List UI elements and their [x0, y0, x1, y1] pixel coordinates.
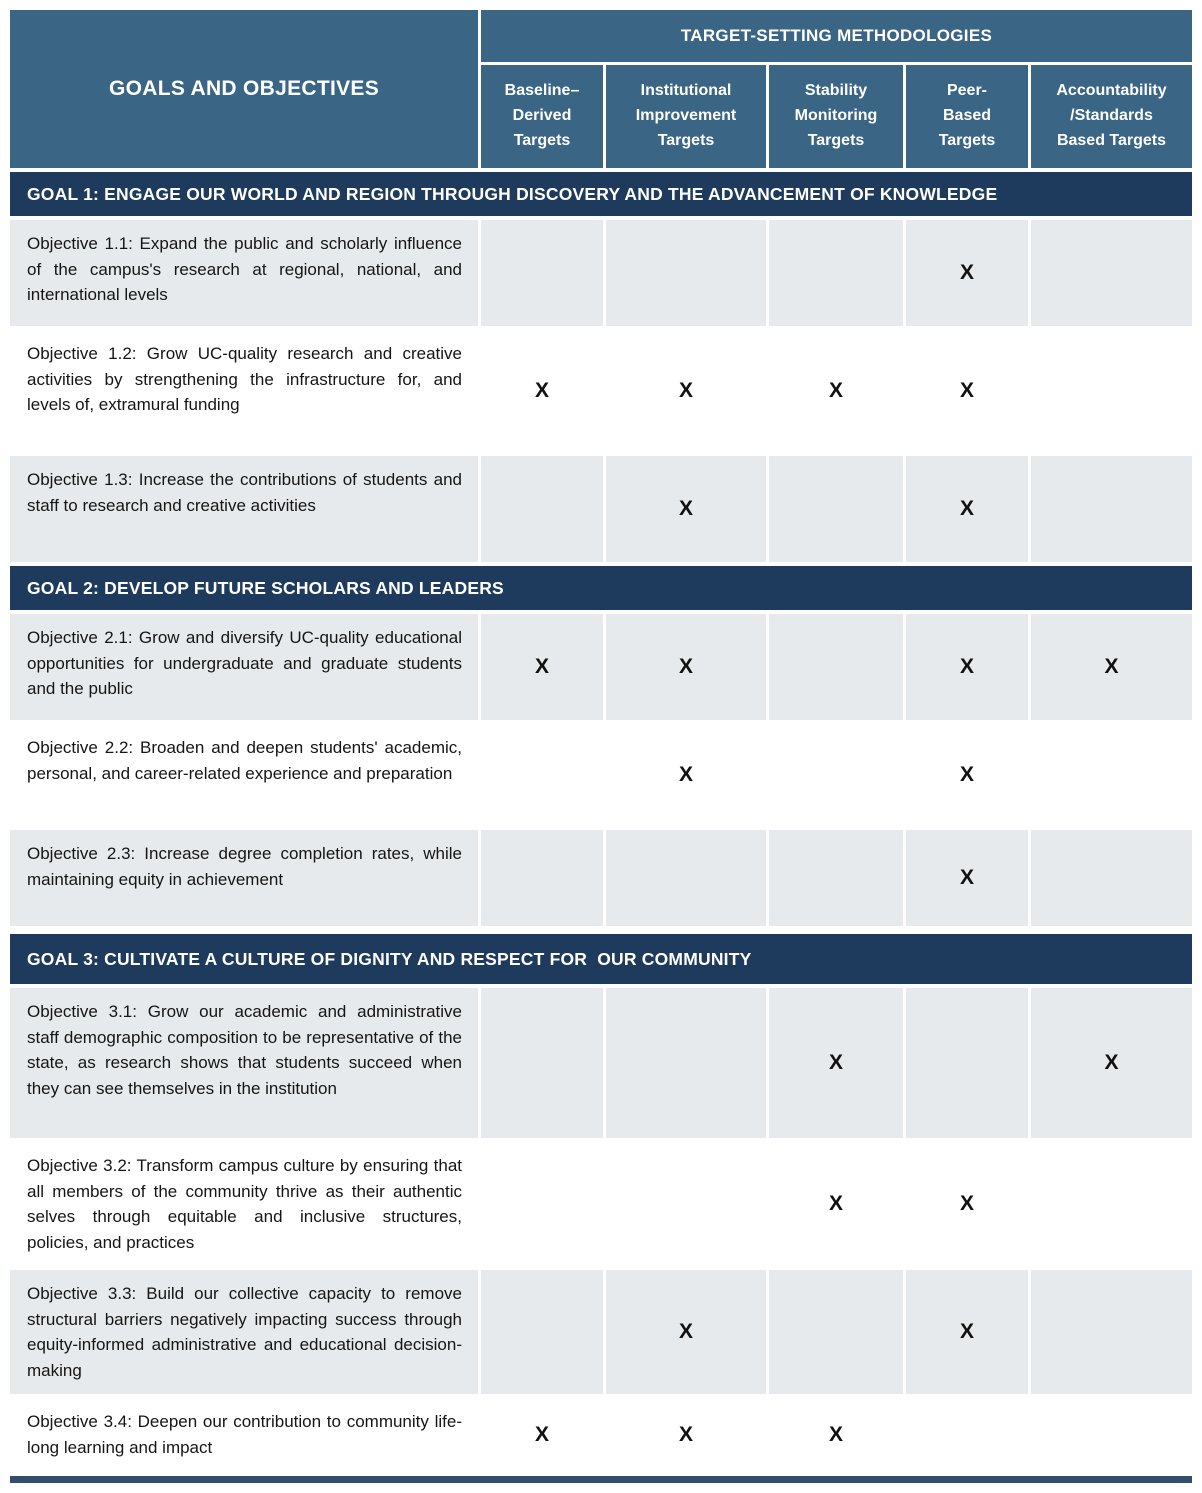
- mark-peer-based: [906, 1398, 1028, 1472]
- goal-2-band: [10, 566, 1192, 610]
- mark-accountability-standards: [1031, 830, 1192, 926]
- goals-and-objectives-header: GOALS AND OBJECTIVES: [10, 10, 478, 168]
- objective-row-3-4: [10, 1398, 1192, 1472]
- objective-text: Objective 2.1: Grow and diversify UC-quality educational opportunities for undergraduate and graduate students and the public: [10, 614, 478, 720]
- mark-institutional-improvement: [606, 1142, 766, 1266]
- mark-institutional-improvement: X: [606, 330, 766, 452]
- goal-2-title: GOAL 2: DEVELOP FUTURE SCHOLARS AND LEADERS: [27, 577, 504, 598]
- mark-baseline-derived: [481, 220, 603, 326]
- mark-peer-based: X: [906, 830, 1028, 926]
- mark-accountability-standards: [1031, 220, 1192, 326]
- mark-baseline-derived: X: [481, 1398, 603, 1472]
- mark-stability-monitoring: X: [769, 330, 903, 452]
- mark-accountability-standards: [1031, 724, 1192, 826]
- mark-peer-based: X: [906, 1142, 1028, 1266]
- column-header-label: Peer-Based Targets: [938, 82, 996, 149]
- mark-institutional-improvement: [606, 988, 766, 1138]
- mark-institutional-improvement: X: [606, 1398, 766, 1472]
- mark-accountability-standards: [1031, 1398, 1192, 1472]
- methodologies-header-block: [481, 10, 1192, 168]
- mark-accountability-standards: [1031, 456, 1192, 562]
- mark-accountability-standards: X: [1031, 988, 1192, 1138]
- mark-accountability-standards: [1031, 1142, 1192, 1266]
- mark-institutional-improvement: X: [606, 724, 766, 826]
- objective-row-3-2: [10, 1142, 1192, 1266]
- mark-stability-monitoring: [769, 456, 903, 562]
- column-header-label: Stability Monitoring Targets: [794, 82, 878, 149]
- mark-peer-based: X: [906, 724, 1028, 826]
- goal-3-band: [10, 934, 1192, 984]
- objective-text: Objective 3.2: Transform campus culture by ensuring that all members of the community thrive as their authentic selves through equitable and inclusive structures, policies, and practices: [10, 1142, 478, 1266]
- column-header-accountability-standards: [1031, 65, 1192, 168]
- mark-baseline-derived: [481, 1142, 603, 1266]
- objective-text: Objective 1.1: Expand the public and scholarly influence of the campus's research at regional, national, and international levels: [10, 220, 478, 326]
- objective-row-2-1: [10, 614, 1192, 720]
- mark-peer-based: X: [906, 330, 1028, 452]
- column-header-row: [481, 65, 1192, 168]
- column-header-label: Baseline–Derived Targets: [504, 82, 580, 149]
- mark-baseline-derived: [481, 830, 603, 926]
- column-header-stability-monitoring: [769, 65, 903, 168]
- objective-row-3-1: [10, 988, 1192, 1138]
- mark-accountability-standards: [1031, 1270, 1192, 1394]
- mark-accountability-standards: X: [1031, 614, 1192, 720]
- goal-3-title: GOAL 3: CULTIVATE A CULTURE OF DIGNITY AND RESPECT FOR OUR COMMUNITY: [27, 948, 752, 969]
- mark-baseline-derived: [481, 988, 603, 1138]
- objective-row-3-3: [10, 1270, 1192, 1394]
- objective-row-1-2: [10, 330, 1192, 452]
- objective-text: Objective 2.3: Increase degree completion rates, while maintaining equity in achievement: [10, 830, 478, 926]
- mark-institutional-improvement: X: [606, 614, 766, 720]
- goal-1-title: GOAL 1: ENGAGE OUR WORLD AND REGION THROUGH DISCOVERY AND THE ADVANCEMENT OF KNOWLEDGE: [27, 183, 998, 204]
- mark-peer-based: X: [906, 614, 1028, 720]
- mark-baseline-derived: [481, 724, 603, 826]
- mark-baseline-derived: X: [481, 330, 603, 452]
- mark-stability-monitoring: [769, 724, 903, 826]
- target-setting-methodologies-header: TARGET-SETTING METHODOLOGIES: [481, 10, 1192, 62]
- mark-peer-based: [906, 988, 1028, 1138]
- mark-peer-based: X: [906, 456, 1028, 562]
- objective-text: Objective 1.3: Increase the contributions of students and staff to research and creative activities: [10, 456, 478, 562]
- mark-stability-monitoring: [769, 1270, 903, 1394]
- mark-baseline-derived: X: [481, 614, 603, 720]
- mark-stability-monitoring: X: [769, 1142, 903, 1266]
- objective-row-1-1: [10, 220, 1192, 326]
- table-header: [10, 10, 1192, 168]
- mark-stability-monitoring: [769, 830, 903, 926]
- mark-baseline-derived: [481, 1270, 603, 1394]
- objective-text: Objective 3.4: Deepen our contribution to community life-long learning and impact: [10, 1398, 478, 1472]
- mark-stability-monitoring: [769, 614, 903, 720]
- column-header-label: Accountability/Standards Based Targets: [1056, 82, 1167, 149]
- objective-text: Objective 3.1: Grow our academic and administrative staff demographic composition to be representative of the state, as research shows that students succeed when they can see themselves in the institution: [10, 988, 478, 1138]
- objective-row-2-2: [10, 724, 1192, 826]
- goal-1-band: [10, 172, 1192, 216]
- mark-stability-monitoring: [769, 220, 903, 326]
- objective-row-2-3: [10, 830, 1192, 926]
- mark-institutional-improvement: [606, 220, 766, 326]
- objective-row-1-3: [10, 456, 1192, 562]
- objective-text: Objective 2.2: Broaden and deepen students' academic, personal, and career-related experience and preparation: [10, 724, 478, 826]
- mark-baseline-derived: [481, 456, 603, 562]
- cut-off-next-band: [10, 1476, 1192, 1483]
- column-header-label: Institutional Improvement Targets: [635, 82, 737, 149]
- column-header-institutional-improvement: [606, 65, 766, 168]
- mark-peer-based: X: [906, 220, 1028, 326]
- objective-text: Objective 3.3: Build our collective capacity to remove structural barriers negatively impacting success through equity-informed administrative and educational decision-making: [10, 1270, 478, 1394]
- objective-text: Objective 1.2: Grow UC-quality research and creative activities by strengthening the infrastructure for, and levels of, extramural funding: [10, 330, 478, 452]
- column-header-peer-based: [906, 65, 1028, 168]
- mark-peer-based: X: [906, 1270, 1028, 1394]
- column-header-baseline-derived: [481, 65, 603, 168]
- mark-institutional-improvement: [606, 830, 766, 926]
- mark-stability-monitoring: X: [769, 988, 903, 1138]
- mark-institutional-improvement: X: [606, 456, 766, 562]
- mark-accountability-standards: [1031, 330, 1192, 452]
- mark-institutional-improvement: X: [606, 1270, 766, 1394]
- mark-stability-monitoring: X: [769, 1398, 903, 1472]
